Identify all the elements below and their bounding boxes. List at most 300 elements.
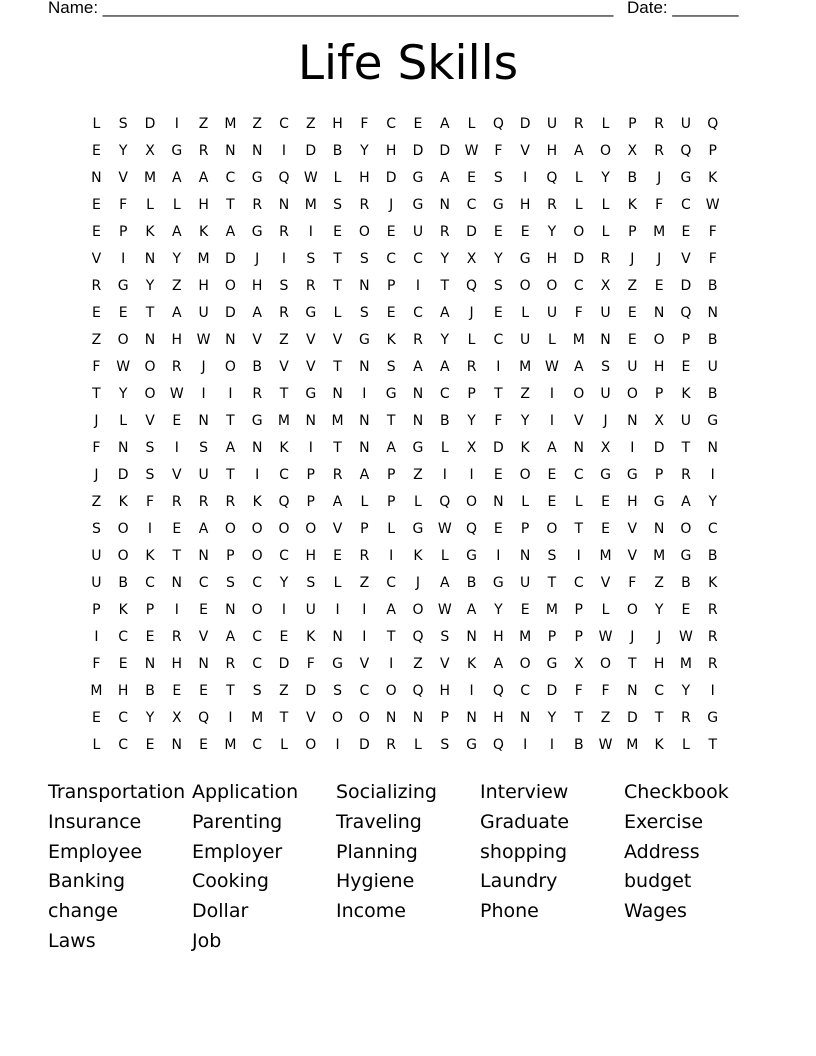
grid-row: [83, 327, 726, 354]
grid-letter: J: [94, 413, 99, 429]
grid-letter: Q: [198, 710, 210, 726]
grid-letter: N: [225, 602, 236, 618]
grid-letter: V: [118, 170, 128, 186]
grid-letter: R: [386, 737, 397, 753]
grid-letter: C: [386, 575, 397, 591]
grid-letter: I: [281, 143, 287, 159]
grid-letter: H: [439, 683, 451, 699]
word-bank-item: Phone: [480, 900, 539, 923]
grid-letter: W: [437, 521, 452, 537]
grid-letter: V: [573, 413, 584, 429]
grid-letter: O: [600, 656, 612, 672]
grid-letter: Z: [279, 332, 289, 348]
word-bank-item: Exercise: [624, 810, 704, 833]
grid-letter: E: [145, 629, 155, 645]
grid-letter: C: [145, 575, 155, 591]
grid-letter: R: [225, 494, 236, 510]
grid-letter: U: [520, 575, 531, 591]
grid-letter: P: [628, 224, 637, 240]
grid-letter: L: [548, 332, 556, 348]
grid-letter: E: [91, 197, 101, 213]
word-bank-item: Address: [624, 840, 700, 863]
grid-letter: V: [332, 521, 343, 537]
grid-letter: S: [601, 359, 610, 375]
grid-letter: C: [118, 710, 129, 726]
grid-letter: Y: [279, 575, 289, 591]
grid-letter: R: [332, 467, 343, 483]
grid-letter: Q: [492, 737, 504, 753]
grid-letter: C: [279, 467, 289, 483]
grid-letter: O: [144, 359, 156, 375]
grid-letter: O: [546, 278, 558, 294]
grid-letter: B: [707, 386, 718, 402]
grid-letter: N: [519, 548, 531, 564]
grid-letter: R: [359, 197, 370, 213]
grid-letter: U: [91, 575, 102, 591]
grid-letter: E: [467, 170, 476, 186]
grid-letter: D: [653, 440, 665, 456]
grid-letter: C: [573, 467, 584, 483]
grid-letter: T: [333, 440, 342, 456]
grid-letter: E: [172, 521, 182, 537]
grid-letter: U: [412, 224, 424, 240]
grid-letter: A: [386, 602, 396, 618]
grid-letter: E: [520, 224, 530, 240]
grid-letter: O: [251, 521, 263, 537]
grid-letter: I: [281, 602, 287, 618]
word-bank-row: [48, 778, 768, 808]
grid-letter: O: [626, 386, 638, 402]
grid-letter: T: [226, 413, 235, 429]
grid-letter: P: [708, 143, 717, 159]
grid-letter: F: [601, 683, 610, 699]
grid-letter: R: [171, 494, 182, 510]
grid-letter: A: [252, 305, 262, 321]
grid-letter: E: [601, 494, 610, 510]
grid-letter: W: [437, 602, 452, 618]
grid-letter: P: [574, 629, 583, 645]
grid-letter: N: [359, 278, 370, 294]
grid-letter: V: [172, 467, 182, 483]
grid-letter: N: [91, 170, 102, 186]
grid-letter: C: [118, 737, 129, 753]
grid-letter: O: [278, 521, 290, 537]
grid-letter: L: [574, 170, 583, 186]
grid-letter: L: [119, 413, 128, 429]
grid-letter: N: [251, 143, 263, 159]
grid-letter: A: [466, 602, 477, 618]
word-bank-item: Insurance: [48, 810, 142, 833]
page-title: Life Skills: [297, 36, 519, 91]
grid-letter: I: [335, 602, 340, 618]
grid-row: [83, 246, 726, 273]
grid-letter: T: [92, 386, 101, 402]
grid-letter: O: [224, 521, 236, 537]
grid-letter: Q: [466, 521, 478, 537]
grid-letter: V: [252, 332, 262, 348]
grid-letter: I: [549, 386, 555, 402]
grid-row: [83, 435, 726, 462]
grid-letter: O: [305, 737, 317, 753]
grid-letter: O: [546, 521, 558, 537]
grid-letter: X: [600, 440, 611, 456]
grid-letter: L: [333, 170, 342, 186]
grid-letter: D: [305, 683, 317, 699]
grid-letter: K: [681, 386, 691, 402]
grid-letter: H: [546, 143, 558, 159]
grid-letter: Z: [171, 278, 182, 294]
grid-letter: C: [681, 197, 691, 213]
grid-letter: C: [279, 548, 289, 564]
grid-letter: L: [92, 116, 101, 132]
grid-letter: I: [389, 656, 394, 672]
grid-letter: I: [523, 737, 528, 753]
word-bank-item: Graduate: [480, 810, 570, 833]
grid-letter: F: [306, 656, 315, 672]
grid-letter: H: [385, 143, 397, 159]
grid-letter: T: [494, 386, 503, 402]
grid-letter: E: [279, 629, 289, 645]
grid-letter: R: [439, 224, 450, 240]
grid-letter: J: [657, 629, 662, 645]
grid-letter: N: [385, 710, 397, 726]
grid-letter: P: [440, 710, 449, 726]
grid-letter: W: [116, 359, 131, 375]
grid-letter: C: [520, 683, 531, 699]
grid-letter: N: [519, 710, 531, 726]
grid-letter: T: [172, 548, 182, 564]
grid-letter: C: [225, 170, 236, 186]
grid-letter: V: [332, 332, 343, 348]
grid-letter: M: [224, 737, 237, 753]
grid-letter: R: [466, 359, 477, 375]
grid-letter: H: [627, 494, 638, 510]
grid-letter: I: [308, 224, 313, 240]
grid-letter: M: [626, 737, 639, 753]
grid-letter: T: [333, 251, 342, 267]
grid-letter: L: [521, 494, 530, 510]
grid-letter: L: [414, 737, 422, 753]
grid-letter: L: [333, 305, 342, 321]
grid-letter: K: [708, 170, 718, 186]
grid-letter: I: [281, 251, 287, 267]
word-bank-item: change: [48, 900, 118, 923]
grid-letter: N: [412, 413, 424, 429]
grid-letter: W: [303, 170, 318, 186]
grid-letter: O: [519, 278, 531, 294]
grid-letter: I: [496, 359, 501, 375]
grid-letter: G: [466, 548, 477, 564]
grid-letter: O: [358, 710, 370, 726]
grid-letter: S: [306, 575, 316, 591]
grid-letter: O: [573, 224, 585, 240]
grid-letter: B: [145, 683, 155, 699]
grid-letter: U: [91, 548, 102, 564]
grid-letter: A: [198, 170, 209, 186]
grid-letter: R: [171, 359, 182, 375]
grid-letter: D: [144, 116, 156, 132]
grid-letter: H: [251, 278, 263, 294]
grid-letter: Z: [627, 278, 638, 294]
grid-letter: I: [174, 602, 179, 618]
grid-letter: K: [654, 737, 664, 753]
grid-letter: J: [657, 170, 662, 186]
grid-letter: P: [386, 278, 396, 294]
grid-letter: I: [362, 386, 367, 402]
grid-letter: D: [680, 278, 692, 294]
grid-letter: A: [172, 305, 182, 321]
grid-letter: J: [389, 197, 394, 213]
word-bank-item: Transportation: [48, 781, 186, 803]
grid-letter: B: [627, 170, 638, 186]
grid-letter: V: [359, 656, 370, 672]
grid-letter: Z: [91, 332, 102, 348]
grid-letter: T: [226, 467, 235, 483]
grid-letter: G: [680, 170, 692, 186]
grid-letter: D: [224, 305, 236, 321]
grid-letter: Z: [413, 467, 423, 483]
grid-letter: X: [171, 710, 182, 726]
grid-letter: X: [600, 278, 611, 294]
grid-letter: G: [305, 386, 317, 402]
grid-letter: P: [306, 494, 315, 510]
grid-letter: N: [305, 413, 317, 429]
grid-letter: O: [144, 386, 156, 402]
grid-letter: U: [546, 116, 558, 132]
grid-letter: Q: [492, 683, 504, 699]
grid-letter: E: [681, 224, 691, 240]
grid-letter: Z: [305, 116, 316, 132]
grid-letter: D: [412, 143, 424, 159]
grid-letter: P: [145, 602, 155, 618]
grid-letter: N: [412, 386, 424, 402]
grid-letter: T: [386, 629, 396, 645]
grid-letter: I: [174, 116, 179, 132]
grid-letter: D: [358, 737, 370, 753]
grid-letter: O: [117, 548, 129, 564]
grid-row: [83, 192, 726, 219]
word-bank-item: Laws: [48, 929, 96, 952]
grid-letter: R: [707, 656, 718, 672]
grid-letter: E: [681, 359, 691, 375]
grid-letter: I: [415, 278, 421, 294]
grid-letter: L: [601, 197, 610, 213]
grid-letter: I: [228, 710, 233, 726]
grid-letter: X: [573, 656, 584, 672]
grid-letter: E: [145, 737, 155, 753]
grid-letter: B: [707, 332, 718, 348]
grid-letter: W: [464, 143, 479, 159]
grid-letter: N: [198, 656, 209, 672]
grid-letter: A: [359, 467, 370, 483]
grid-letter: S: [91, 521, 101, 537]
grid-letter: Y: [520, 413, 530, 429]
grid-letter: L: [92, 737, 101, 753]
grid-letter: E: [547, 494, 557, 510]
grid-letter: C: [252, 656, 263, 672]
grid-letter: R: [681, 467, 691, 483]
grid-letter: Y: [440, 251, 450, 267]
grid-letter: W: [169, 386, 184, 402]
grid-letter: J: [255, 251, 260, 267]
grid-row: [83, 273, 726, 300]
grid-letter: I: [228, 386, 233, 402]
grid-letter: U: [707, 359, 718, 375]
grid-letter: Z: [91, 494, 102, 510]
grid-letter: U: [627, 359, 638, 375]
grid-letter: T: [279, 386, 289, 402]
grid-letter: G: [305, 305, 317, 321]
grid-letter: Z: [198, 116, 209, 132]
grid-letter: G: [492, 575, 504, 591]
grid-letter: U: [600, 386, 611, 402]
grid-letter: P: [520, 521, 530, 537]
grid-letter: R: [654, 116, 664, 132]
grid-letter: C: [252, 737, 263, 753]
grid-letter: Q: [439, 494, 451, 510]
grid-letter: S: [252, 683, 262, 699]
grid-letter: E: [333, 224, 342, 240]
grid-letter: Y: [547, 224, 557, 240]
grid-letter: E: [493, 467, 503, 483]
grid-letter: I: [389, 548, 394, 564]
grid-letter: S: [145, 440, 155, 456]
grid-letter: F: [708, 224, 717, 240]
grid-letter: P: [547, 629, 557, 645]
grid-letter: V: [439, 656, 450, 672]
grid-letter: H: [171, 332, 183, 348]
grid-letter: S: [199, 440, 209, 456]
grid-letter: F: [119, 197, 128, 213]
grid-letter: O: [626, 602, 638, 618]
grid-letter: J: [657, 251, 662, 267]
grid-letter: E: [681, 602, 691, 618]
grid-row: [83, 381, 726, 408]
grid-letter: N: [171, 575, 183, 591]
grid-letter: I: [255, 467, 260, 483]
grid-letter: Y: [360, 143, 369, 159]
grid-letter: M: [653, 224, 666, 240]
grid-letter: K: [627, 197, 637, 213]
grid-letter: T: [574, 710, 584, 726]
grid-letter: T: [654, 710, 664, 726]
grid-letter: F: [655, 197, 664, 213]
grid-letter: P: [92, 602, 101, 618]
grid-letter: T: [333, 278, 342, 294]
grid-letter: S: [333, 197, 343, 213]
grid-letter: W: [679, 629, 693, 645]
grid-letter: R: [225, 656, 236, 672]
grid-row: [83, 732, 726, 759]
grid-letter: I: [549, 413, 555, 429]
grid-letter: I: [147, 521, 153, 537]
grid-letter: Y: [440, 332, 450, 348]
grid-letter: S: [440, 629, 450, 645]
grid-letter: U: [198, 467, 209, 483]
grid-letter: M: [572, 332, 585, 348]
grid-letter: K: [466, 656, 477, 672]
grid-letter: P: [306, 467, 315, 483]
grid-letter: R: [359, 548, 370, 564]
word-bank-item: Checkbook: [624, 781, 729, 803]
grid-letter: R: [279, 305, 289, 321]
grid-letter: N: [627, 413, 638, 429]
grid-row: [83, 543, 726, 570]
grid-letter: G: [385, 386, 397, 402]
grid-letter: C: [707, 521, 718, 537]
grid-letter: M: [653, 548, 666, 564]
grid-letter: R: [707, 629, 718, 645]
grid-letter: N: [332, 386, 343, 402]
grid-letter: R: [707, 602, 718, 618]
grid-letter: P: [118, 224, 128, 240]
word-bank-item: Interview: [480, 781, 569, 803]
grid-letter: E: [199, 602, 209, 618]
grid-letter: C: [413, 305, 423, 321]
grid-letter: K: [118, 494, 128, 510]
grid-letter: G: [251, 170, 263, 186]
grid-letter: B: [681, 575, 691, 591]
grid-letter: C: [252, 575, 263, 591]
letter-grid: [83, 111, 726, 759]
grid-letter: N: [707, 440, 718, 456]
grid-letter: V: [279, 359, 289, 375]
grid-letter: Y: [145, 710, 155, 726]
grid-letter: B: [118, 575, 128, 591]
grid-letter: H: [653, 359, 665, 375]
grid-letter: L: [360, 494, 369, 510]
grid-letter: E: [493, 224, 503, 240]
word-bank-row: [48, 838, 768, 868]
grid-letter: Z: [654, 575, 664, 591]
grid-letter: T: [386, 413, 396, 429]
grid-letter: E: [172, 683, 182, 699]
grid-letter: I: [335, 737, 340, 753]
grid-letter: V: [145, 413, 155, 429]
grid-letter: M: [304, 197, 317, 213]
grid-letter: R: [600, 251, 611, 267]
grid-letter: N: [653, 521, 665, 537]
grid-letter: Q: [546, 170, 558, 186]
grid-letter: L: [521, 305, 530, 321]
grid-letter: E: [627, 305, 637, 321]
grid-letter: U: [520, 332, 531, 348]
grid-letter: O: [680, 521, 692, 537]
grid-letter: W: [598, 629, 613, 645]
grid-letter: G: [332, 656, 343, 672]
grid-letter: S: [493, 170, 503, 186]
grid-letter: S: [440, 737, 450, 753]
grid-letter: G: [412, 170, 424, 186]
grid-letter: Z: [413, 656, 423, 672]
grid-letter: T: [226, 683, 235, 699]
grid-letter: A: [386, 440, 396, 456]
word-bank-row: [48, 867, 768, 897]
grid-letter: P: [226, 548, 235, 564]
grid-letter: A: [225, 629, 236, 645]
grid-letter: I: [469, 467, 474, 483]
grid-letter: E: [91, 143, 101, 159]
word-bank-item: Job: [192, 929, 222, 952]
grid-letter: N: [359, 359, 370, 375]
grid-letter: Q: [492, 116, 504, 132]
grid-letter: P: [574, 602, 583, 618]
grid-letter: E: [118, 656, 128, 672]
grid-letter: P: [467, 386, 476, 402]
grid-letter: A: [413, 359, 423, 375]
grid-letter: H: [493, 710, 504, 726]
grid-letter: P: [386, 494, 396, 510]
